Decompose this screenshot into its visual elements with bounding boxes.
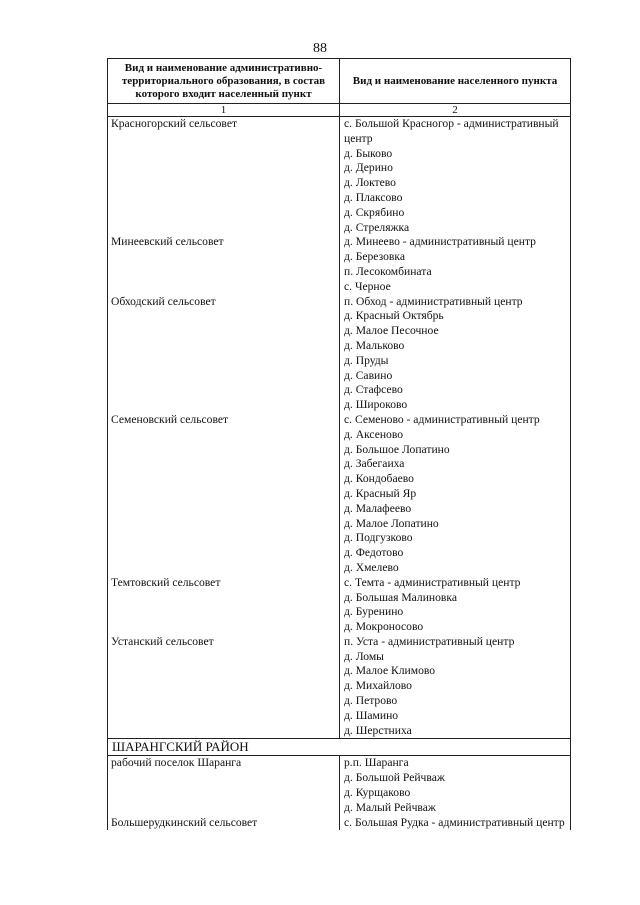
column-number-1: 1 bbox=[108, 104, 340, 117]
settlement-item: д. Стреляжка bbox=[344, 220, 410, 234]
settlement-item: д. Ломы bbox=[344, 649, 384, 663]
table-row bbox=[108, 295, 571, 413]
district-name: ШАРАНГСКИЙ РАЙОН bbox=[108, 739, 571, 756]
admin-unit-name: Обходский сельсовет bbox=[108, 295, 340, 413]
admin-unit-name: Минеевский сельсовет bbox=[108, 235, 340, 294]
settlement-list bbox=[340, 295, 571, 413]
settlement-item: д. Малое Климово bbox=[344, 664, 436, 678]
settlement-list bbox=[340, 413, 571, 576]
settlement-item: с. Большой Красногор - административный центр bbox=[344, 117, 559, 145]
settlement-item: д. Красный Октябрь bbox=[344, 309, 444, 323]
settlement-item: д. Большая Малиновка bbox=[344, 590, 457, 604]
settlement-item: с. Черное bbox=[344, 279, 391, 293]
settlement-item: д. Быково bbox=[344, 146, 393, 160]
column-number-row bbox=[108, 104, 571, 117]
settlement-item: р.п. Шаранга bbox=[344, 756, 409, 770]
settlement-item: д. Малое Песочное bbox=[344, 324, 439, 338]
table-row bbox=[108, 816, 571, 831]
settlement-list bbox=[340, 235, 571, 294]
settlement-item: д. Плаксово bbox=[344, 190, 403, 204]
admin-unit-name: Темтовский сельсовет bbox=[108, 576, 340, 635]
settlement-item: д. Широково bbox=[344, 398, 408, 412]
settlement-item: д. Мальково bbox=[344, 338, 405, 352]
district-row bbox=[108, 739, 571, 756]
settlement-item: д. Малое Лопатино bbox=[344, 516, 439, 530]
settlement-item: д. Малый Рейчваж bbox=[344, 800, 436, 814]
settlement-item: д. Кондобаево bbox=[344, 472, 414, 486]
settlement-item: д. Пруды bbox=[344, 353, 389, 367]
settlement-item: п. Обход - административный центр bbox=[344, 294, 523, 308]
settlement-item: п. Уста - административный центр bbox=[344, 634, 515, 648]
settlement-list bbox=[340, 635, 571, 739]
settlement-item: д. Курщаково bbox=[344, 786, 411, 800]
admin-unit-name: Красногорский сельсовет bbox=[108, 117, 340, 236]
table-row bbox=[108, 117, 571, 236]
header-col1: Вид и наименование административно-территориального образования, в состав которого входит населенный пункт bbox=[108, 59, 340, 104]
table-row bbox=[108, 756, 571, 816]
settlement-item: д. Красный Яр bbox=[344, 486, 417, 500]
settlement-list bbox=[340, 816, 571, 831]
settlement-item: д. Забегаиха bbox=[344, 457, 405, 471]
settlement-list bbox=[340, 117, 571, 236]
header-col2: Вид и наименование населенного пункта bbox=[340, 59, 571, 104]
table-row bbox=[108, 576, 571, 635]
settlement-item: д. Хмелево bbox=[344, 560, 399, 574]
settlement-item: с. Большая Рудка - административный центр bbox=[344, 815, 565, 829]
settlement-item: с. Темта - административный центр bbox=[344, 575, 521, 589]
settlement-item: д. Подгузково bbox=[344, 531, 413, 545]
settlement-item: д. Локтево bbox=[344, 176, 396, 190]
settlement-item: д. Березовка bbox=[344, 250, 405, 264]
settlement-item: д. Михайлово bbox=[344, 679, 412, 693]
settlement-item: д. Шерстниха bbox=[344, 723, 412, 737]
admin-unit-name: Большерудкинский сельсовет bbox=[108, 816, 340, 831]
admin-unit-name: Устанский сельсовет bbox=[108, 635, 340, 739]
table-row bbox=[108, 235, 571, 294]
settlement-item: д. Скрябино bbox=[344, 205, 405, 219]
settlement-item: д. Минеево - административный центр bbox=[344, 235, 536, 249]
settlement-item: п. Лесокомбината bbox=[344, 264, 432, 278]
settlement-list bbox=[340, 756, 571, 816]
settlement-list bbox=[340, 576, 571, 635]
settlement-item: д. Стафсево bbox=[344, 383, 403, 397]
admin-unit-name: рабочий поселок Шаранга bbox=[108, 756, 340, 816]
table-row bbox=[108, 635, 571, 739]
settlements-table bbox=[107, 58, 571, 830]
settlement-item: с. Семеново - административный центр bbox=[344, 412, 540, 426]
settlement-item: д. Шамино bbox=[344, 708, 399, 722]
settlement-item: д. Савино bbox=[344, 368, 393, 382]
admin-unit-name: Семеновский сельсовет bbox=[108, 413, 340, 576]
settlement-item: д. Большой Рейчваж bbox=[344, 771, 445, 785]
settlement-item: д. Петрово bbox=[344, 694, 398, 708]
settlement-item: д. Большое Лопатино bbox=[344, 442, 450, 456]
settlement-item: д. Аксеново bbox=[344, 427, 404, 441]
page-number: 88 bbox=[313, 41, 327, 56]
settlement-item: д. Федотово bbox=[344, 546, 404, 560]
settlement-item: д. Буренино bbox=[344, 605, 404, 619]
column-number-2: 2 bbox=[340, 104, 571, 117]
settlement-item: д. Мокроносово bbox=[344, 620, 424, 634]
table-header-row bbox=[108, 59, 571, 104]
settlement-item: д. Дерино bbox=[344, 161, 393, 175]
settlement-item: д. Малафеево bbox=[344, 501, 412, 515]
table-row bbox=[108, 413, 571, 576]
